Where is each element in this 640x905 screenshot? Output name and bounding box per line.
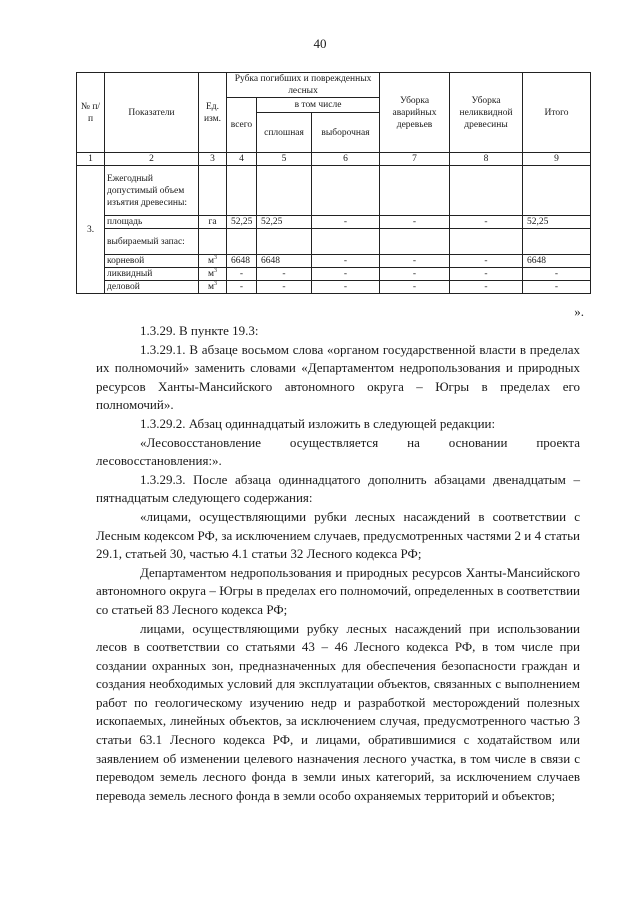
cell-total-felling: - xyxy=(227,281,257,294)
table-row xyxy=(77,229,591,255)
col-number: 6 xyxy=(312,153,380,166)
forest-felling-table xyxy=(76,72,591,294)
cell-total-felling: 52,25 xyxy=(227,216,257,229)
row-label: ликвидный xyxy=(105,268,199,281)
row-unit: га xyxy=(199,216,227,229)
header-emergency: Уборка аварийных деревьев xyxy=(380,73,450,153)
cell-total: 52,25 xyxy=(523,216,591,229)
cell-total: 6648 xyxy=(523,255,591,268)
paragraph: «лицами, осуществляющими рубки лесных насаждений в соответствии с Лесным кодексом РФ, за исключением случаев, предусмотренных частями 2 и 4 статьи 29.1, статьей 30, частью 4.1 статьи 32 Лесного кодекса РФ; xyxy=(96,508,580,562)
cell-emergency: - xyxy=(380,281,450,294)
cell-selective: - xyxy=(312,216,380,229)
header-total-felling: всего xyxy=(227,98,257,153)
paragraph: 1.3.29.3. После абзаца одиннадцатого дополнить абзацами двенадцатым – пятнадцатым следующего содержания: xyxy=(96,471,580,506)
col-number: 4 xyxy=(227,153,257,166)
table-row xyxy=(77,255,591,268)
cell-illiquid: - xyxy=(450,255,523,268)
table-row xyxy=(77,166,591,216)
cell-emergency: - xyxy=(380,216,450,229)
paragraph: «Лесовосстановление осуществляется на основании проекта лесовосстановления:». xyxy=(96,434,580,469)
cell-solid: - xyxy=(257,281,312,294)
page-number: 40 xyxy=(313,36,327,51)
row-unit: $м^3$ xyxy=(199,281,227,294)
cell-total: - xyxy=(523,281,591,294)
header-unit: Ед. изм. xyxy=(199,73,227,153)
body-text xyxy=(96,322,580,805)
cell-solid: 52,25 xyxy=(257,216,312,229)
paragraph: 1.3.29.1. В абзаце восьмом слова «органом государственной власти в пределах их полномочий» заменить словами «Департаментом недропользования и природных ресурсов Ханты-Мансийского автономного округа – Югры в пределах его полномочий». xyxy=(96,341,580,413)
paragraph: Департаментом недропользования и природных ресурсов Ханты-Мансийского автономного округа – Югры в пределах его полномочий, определенных в соответствии со статьей 83 Лесного кодекса РФ; xyxy=(96,564,580,617)
cell-solid: 6648 xyxy=(257,255,312,268)
cell-emergency: - xyxy=(380,255,450,268)
cell-illiquid: - xyxy=(450,281,523,294)
table-row xyxy=(77,216,591,229)
header-num: № п/п xyxy=(77,73,105,153)
cell-total: - xyxy=(523,268,591,281)
cell-selective: - xyxy=(312,281,380,294)
row-unit: $м^3$ xyxy=(199,255,227,268)
table-row xyxy=(77,268,591,281)
row-label: деловой xyxy=(105,281,199,294)
header-solid: сплошная xyxy=(257,113,312,153)
cell-total-felling: 6648 xyxy=(227,255,257,268)
header-total: Итого xyxy=(523,73,591,153)
col-number: 3 xyxy=(199,153,227,166)
col-number: 8 xyxy=(450,153,523,166)
header-selective: выборочная xyxy=(312,113,380,153)
table-row xyxy=(77,281,591,294)
paragraph: лицами, осуществляющими рубку лесных насаждений при использовании лесов в соответствии со статьями 43 – 46 Лесного кодекса РФ, в том числе при создании охранных зон, предназначенных для обеспечения безопасности граждан и создания необходимых условий для эксплуатации объектов, связанных с выполнением работ по геологическому изучению недр и разработкой месторождений полезных ископаемых, линейных объектов, за исключением случая, предусмотренного частью 3 статьи 63.1 Лесного кодекса РФ, и лицами, обратившимися с ходатайством или заявлением об изменении целевого назначения лесного участка, в том числе в связи с переводом земель лесного фонда в земли иных категорий, за исключением случаев перевода земель лесного фонда в земли особо охраняемых территорий и объектов; xyxy=(96,620,580,803)
cell-selective: - xyxy=(312,268,380,281)
header-indicators: Показатели xyxy=(105,73,199,153)
group-label-stock: выбираемый запас: xyxy=(105,229,199,255)
col-number: 2 xyxy=(105,153,199,166)
paragraph: 1.3.29.2. Абзац одиннадцатый изложить в следующей редакции: xyxy=(140,415,496,431)
cell-solid: - xyxy=(257,268,312,281)
col-number: 9 xyxy=(523,153,591,166)
header-illiquid: Уборка неликвидной древесины xyxy=(450,73,523,153)
cell-illiquid: - xyxy=(450,216,523,229)
row-label: корневой xyxy=(105,255,199,268)
column-numbers-row xyxy=(77,153,591,166)
cell-illiquid: - xyxy=(450,268,523,281)
row-unit: $м^3$ xyxy=(199,268,227,281)
header-felling: Рубка погибших и поврежденных лесных xyxy=(227,73,380,98)
row-label: площадь xyxy=(105,216,199,229)
col-number: 7 xyxy=(380,153,450,166)
closing-quote: ». xyxy=(574,304,584,319)
header-including: в том числе xyxy=(257,98,380,113)
row-number: 3. xyxy=(77,166,105,294)
cell-total-felling: - xyxy=(227,268,257,281)
paragraph: 1.3.29. В пункте 19.3: xyxy=(140,323,259,338)
cell-selective: - xyxy=(312,255,380,268)
col-number: 1 xyxy=(77,153,105,166)
cell-emergency: - xyxy=(380,268,450,281)
col-number: 5 xyxy=(257,153,312,166)
group-label-volume: Ежегодный допустимый объем изъятия древесины: xyxy=(105,166,199,216)
